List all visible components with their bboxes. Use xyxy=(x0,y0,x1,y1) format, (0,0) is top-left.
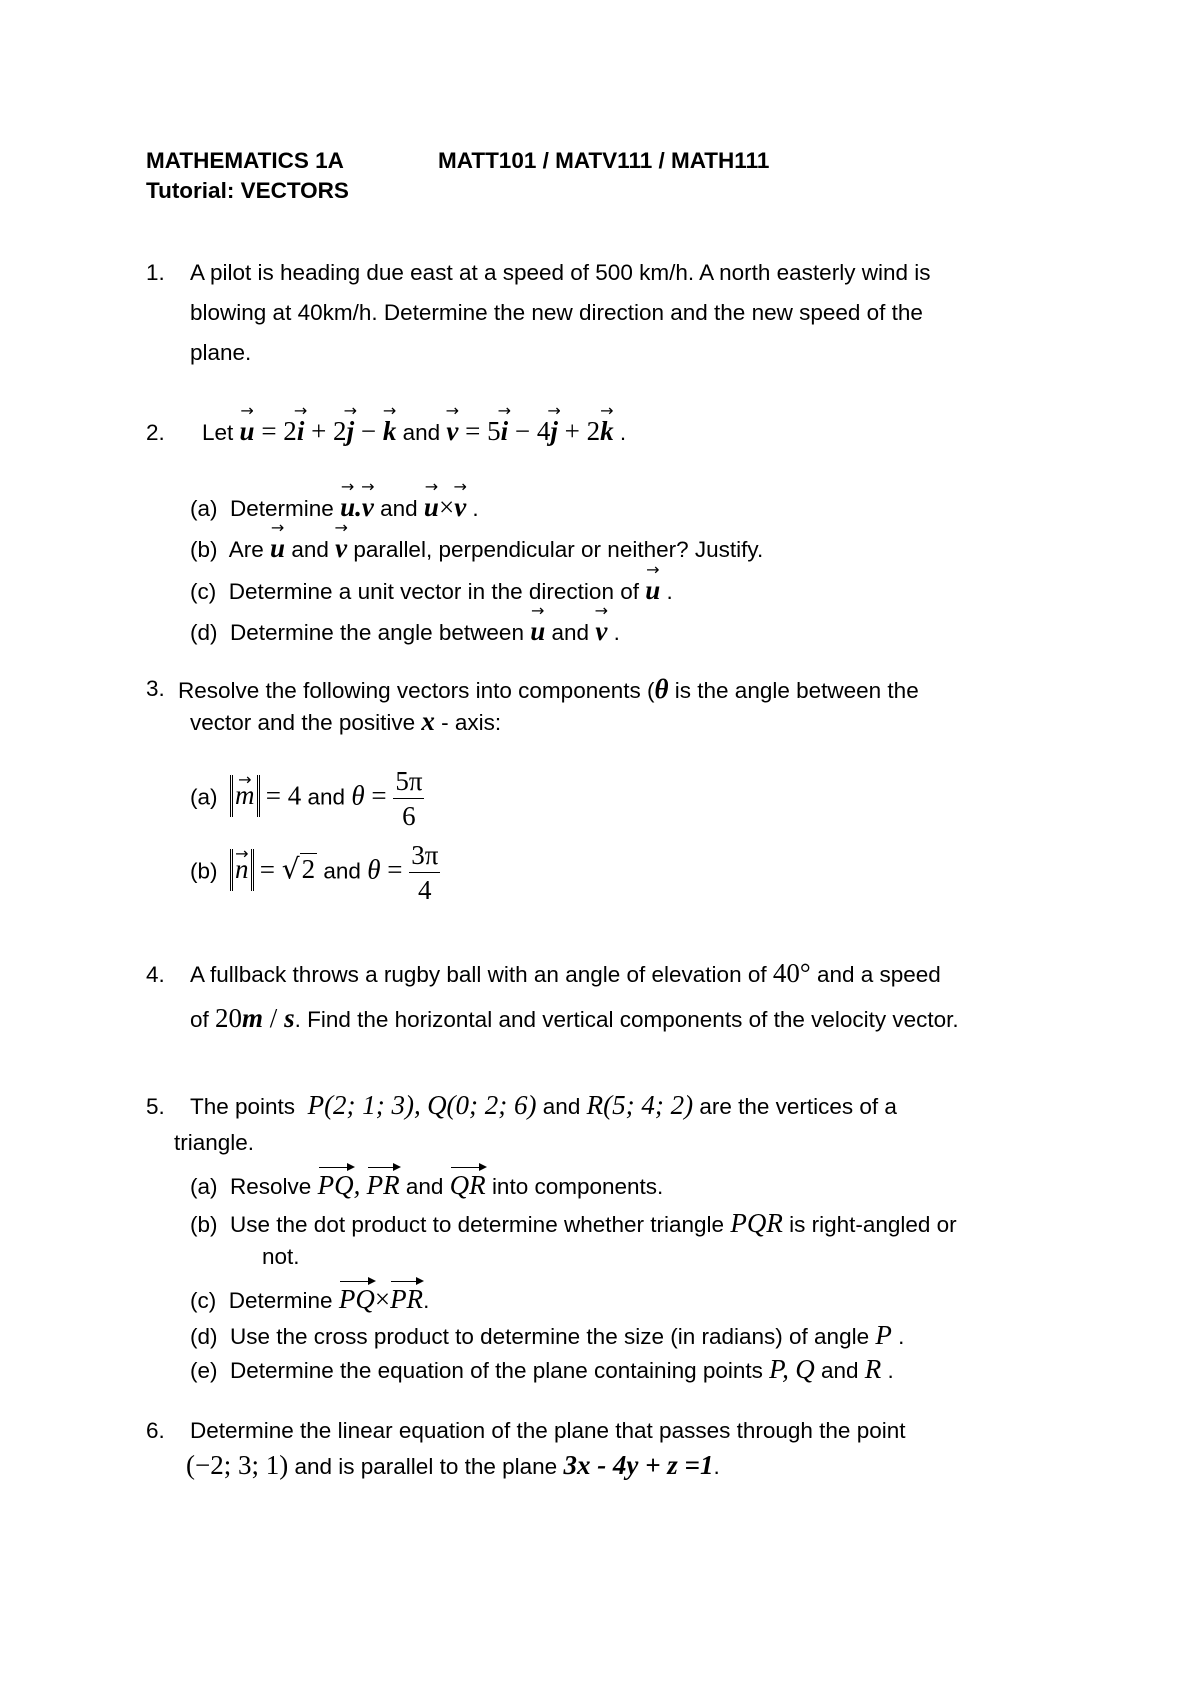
q3a: (a) → m = 4 and θ = $\frac{5\pi}{6}$ xyxy=(190,764,424,833)
q1-line3: plane. xyxy=(190,340,252,365)
q3b: (b) → n = √2 and θ = $\frac{3\pi}{4}$ xyxy=(190,838,440,907)
q6-line1: Determine the linear equation of the plane that passes through the point xyxy=(190,1418,906,1443)
course-title: MATHEMATICS 1A xyxy=(146,148,344,173)
q4-line1: A fullback throws a rugby ball with an angle of elevation of 40° and a speed xyxy=(190,958,941,988)
q2a: (a) Determine → u.→ v and → u×→ v . xyxy=(190,492,479,523)
q5b-line2: not. xyxy=(262,1244,300,1269)
q5c: (c) Determine PQ×PR. xyxy=(190,1284,430,1314)
q6-number: 6. xyxy=(146,1418,165,1443)
q4-line2: of 20m / s. Find the horizontal and vertical components of the velocity vector. xyxy=(190,1003,959,1033)
q1-number: 1. xyxy=(146,260,165,285)
q5-line1: The points P(2; 1; 3), Q(0; 2; 6) and R(5; 4; 2) are the vertices of a xyxy=(190,1090,897,1120)
tutorial-title: Tutorial: VECTORS xyxy=(146,178,349,203)
q2b: (b) Are → u and → v parallel, perpendicular or neither? Justify. xyxy=(190,533,763,564)
q2-definition: Let → u = 2→ i + 2→ j − → k and → v = 5→ i − 4→ j + 2→ k . xyxy=(202,416,626,447)
q5b: (b) Use the dot product to determine whether triangle PQR is right-angled or xyxy=(190,1208,957,1238)
q5-number: 5. xyxy=(146,1094,165,1119)
q3-number: 3. xyxy=(146,676,165,701)
q3-line2: vector and the positive x - axis: xyxy=(190,706,502,736)
q2c: (c) Determine a unit vector in the direction of → u . xyxy=(190,575,673,606)
q3-line1: Resolve the following vectors into components (θ is the angle between the xyxy=(178,674,919,704)
q2-number: 2. xyxy=(146,420,165,445)
q1-line2: blowing at 40km/h. Determine the new direction and the new speed of the xyxy=(190,300,923,325)
q5-line2: triangle. xyxy=(174,1130,255,1155)
q1-line1: A pilot is heading due east at a speed of 500 km/h. A north easterly wind is xyxy=(190,260,931,285)
q5d: (d) Use the cross product to determine the size (in radians) of angle P . xyxy=(190,1320,905,1350)
q5e: (e) Determine the equation of the plane containing points P, Q and R . xyxy=(190,1354,894,1384)
q6-line2: (−2; 3; 1) and is parallel to the plane 3x - 4y + z =1. xyxy=(186,1450,720,1480)
q4-number: 4. xyxy=(146,962,165,987)
q5a: (a) Resolve PQ, PR and QR into components. xyxy=(190,1170,664,1200)
course-codes: MATT101 / MATV111 / MATH111 xyxy=(438,148,770,173)
q2d: (d) Determine the angle between → u and → v . xyxy=(190,616,620,647)
